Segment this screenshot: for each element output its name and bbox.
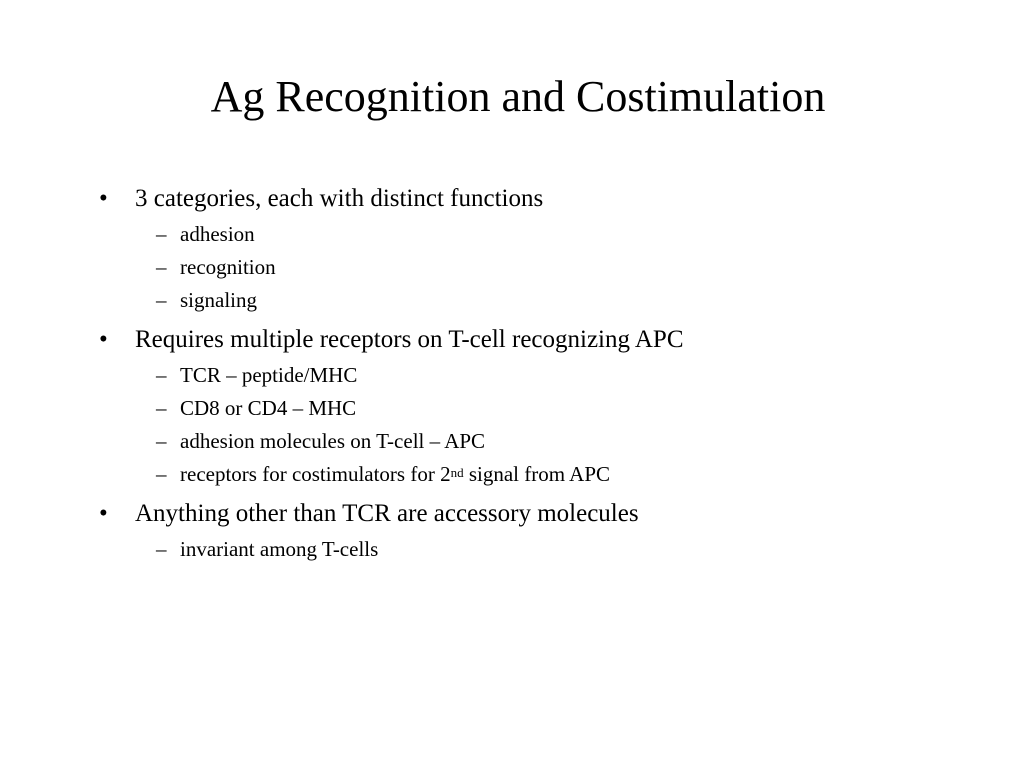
bullet-list (0, 180, 1024, 562)
sub-bullet-item (0, 288, 1024, 313)
sub-bullet-marker: – (156, 462, 167, 486)
sub-bullet-text-before: receptors for costimulators for 2 (180, 462, 451, 486)
sub-bullet-item (0, 255, 1024, 280)
sub-bullet-item (0, 429, 1024, 454)
sub-bullet-text: CD8 or CD4 – MHC (180, 396, 357, 420)
sub-bullet-text: invariant among T-cells (180, 537, 379, 561)
sub-bullet-marker: – (156, 288, 167, 312)
bullet-marker: • (99, 500, 108, 527)
sub-bullet-marker: – (156, 255, 167, 279)
slide-title: Ag Recognition and Costimulation (210, 72, 826, 121)
sub-bullet-marker: – (156, 222, 167, 246)
sub-bullet-marker: – (156, 363, 167, 387)
sub-bullet-text: signaling (180, 288, 257, 312)
sub-bullet-item (0, 222, 1024, 247)
sub-bullet-text-after: signal from APC (463, 462, 611, 486)
sub-bullet-text: TCR – peptide/MHC (180, 363, 358, 387)
sub-bullet-marker: – (156, 537, 167, 561)
bullet-marker: • (99, 185, 108, 212)
sub-bullet-text: adhesion (180, 222, 255, 246)
bullet-marker: • (99, 326, 108, 353)
bullet-text: Anything other than TCR are accessory molecules (135, 500, 639, 527)
sub-bullet-text: adhesion molecules on T-cell – APC (180, 429, 486, 453)
bullet-item (0, 499, 1024, 529)
bullet-text: 3 categories, each with distinct functions (135, 185, 544, 212)
sub-bullet-marker: – (156, 396, 167, 420)
sub-bullet-item (0, 363, 1024, 388)
sub-bullet-item (0, 462, 1024, 487)
bullet-item (0, 184, 1024, 214)
sub-bullet-text: recognition (180, 255, 276, 279)
sub-bullet-marker: – (156, 429, 167, 453)
sub-bullet-item (0, 537, 1024, 562)
bullet-text: Requires multiple receptors on T-cell recognizing APC (135, 326, 684, 353)
sub-bullet-item (0, 396, 1024, 421)
bullet-item (0, 325, 1024, 355)
superscript: nd (450, 465, 464, 480)
